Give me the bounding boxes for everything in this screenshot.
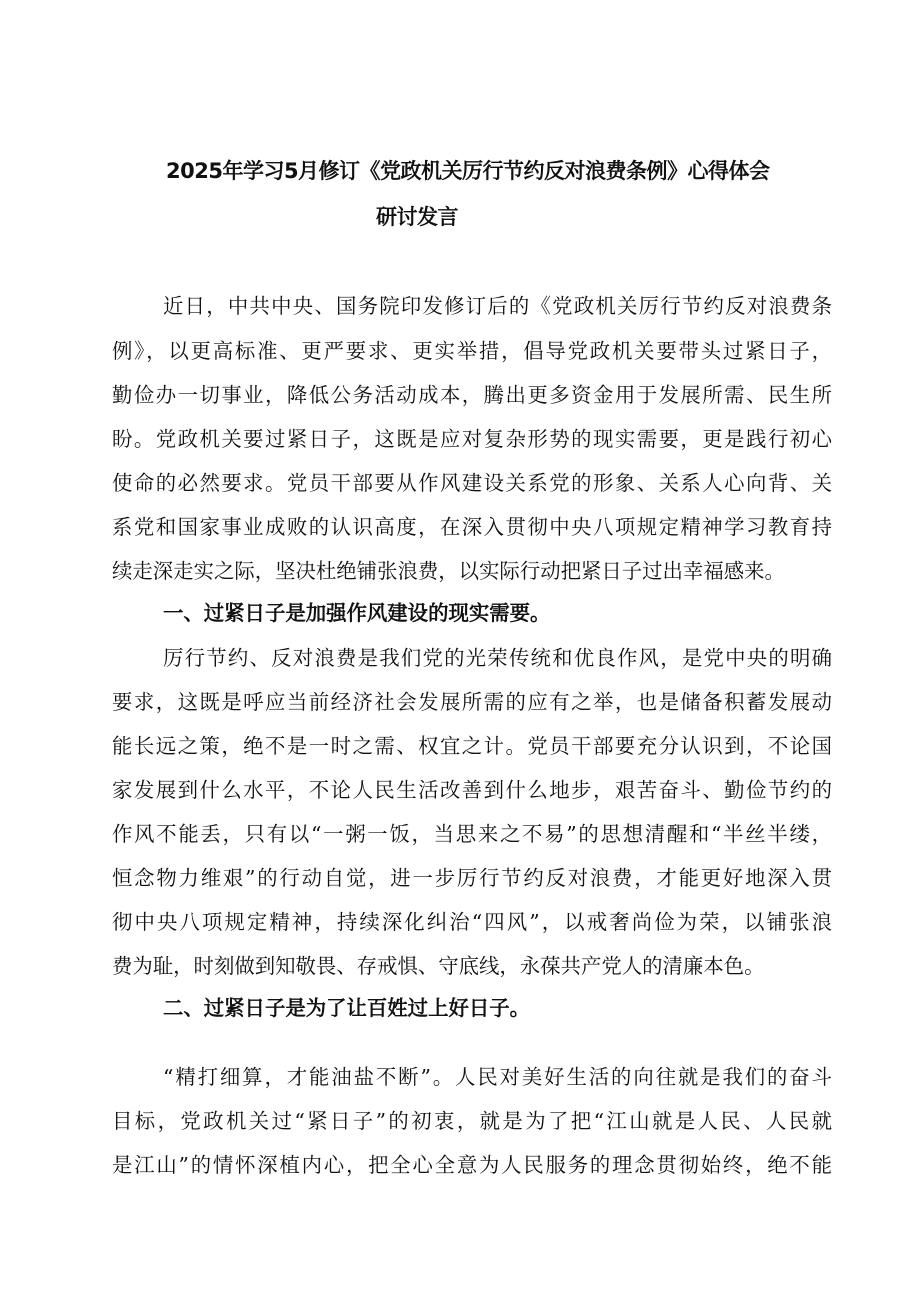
paragraph-1-line: 使命的必然要求。党员干部要从作风建设关系党的形象、关系人心向背、关 (112, 471, 832, 495)
section-heading-1: 一、过紧日子是加强作风建设的现实需要。 (163, 601, 551, 625)
section-heading-2: 二、过紧日子是为了让百姓过上好日子。 (163, 996, 531, 1020)
paragraph-1-line: 近日，中共中央、国务院印发修订后的《党政机关厉行节约反对浪费条 (163, 294, 832, 318)
paragraph-2-line: 能长远之策，绝不是一时之需、权宜之计。党员干部要充分认识到，不论国 (112, 734, 832, 758)
paragraph-2-line: 彻中央八项规定精神，持续深化纠治“四风”，以戒奢尚俭为荣，以铺张浪 (112, 910, 832, 934)
paragraph-1-line: 盼。党政机关要过紧日子，这既是应对复杂形势的现实需要，更是践行初心 (112, 427, 832, 451)
paragraph-2-line: 作风不能丢，只有以“一粥一饭，当思来之不易”的思想清醒和“半丝半缕， (112, 822, 832, 846)
paragraph-2-line: 要求，这既是呼应当前经济社会发展所需的应有之举，也是储备积蓄发展动 (112, 690, 832, 714)
paragraph-2-line: 恒念物力维艰”的行动自觉，进一步厉行节约反对浪费，才能更好地深入贯 (112, 866, 832, 890)
paragraph-3-line: “精打细算，才能油盐不断”。人民对美好生活的向往就是我们的奋斗 (163, 1065, 832, 1089)
paragraph-3-line: 是江山”的情怀深植内心，把全心全意为人民服务的理念贯彻始终，绝不能 (112, 1153, 832, 1177)
paragraph-1-line: 勤俭办一切事业，降低公务活动成本，腾出更多资金用于发展所需、民生所 (112, 383, 832, 407)
paragraph-1-line: 例》，以更高标准、更严要求、更实举措，倡导党政机关要带头过紧日子， (112, 339, 832, 363)
document-title: 2025年学习5月修订《党政机关厉行节约反对浪费条例》心得体会 (166, 159, 770, 183)
paragraph-2-line: 厉行节约、反对浪费是我们党的光荣传统和优良作风，是党中央的明确 (163, 646, 832, 670)
paragraph-1-line: 系党和国家事业成败的认识高度，在深入贯彻中央八项规定精神学习教育持 (112, 515, 832, 539)
document-title-continued: 研讨发言 (376, 205, 458, 229)
paragraph-3-line: 目标，党政机关过“紧日子”的初衷，就是为了把“江山就是人民、人民就 (112, 1109, 832, 1133)
paragraph-2-line: 家发展到什么水平，不论人民生活改善到什么地步，艰苦奋斗、勤俭节约的 (112, 778, 832, 802)
paragraph-2-line: 费为耻，时刻做到知敬畏、存戒惧、守底线，永葆共产党人的清廉本色。 (112, 954, 765, 978)
paragraph-1-line: 续走深走实之际，坚决杜绝铺张浪费，以实际行动把紧日子过出幸福感来。 (112, 559, 785, 583)
